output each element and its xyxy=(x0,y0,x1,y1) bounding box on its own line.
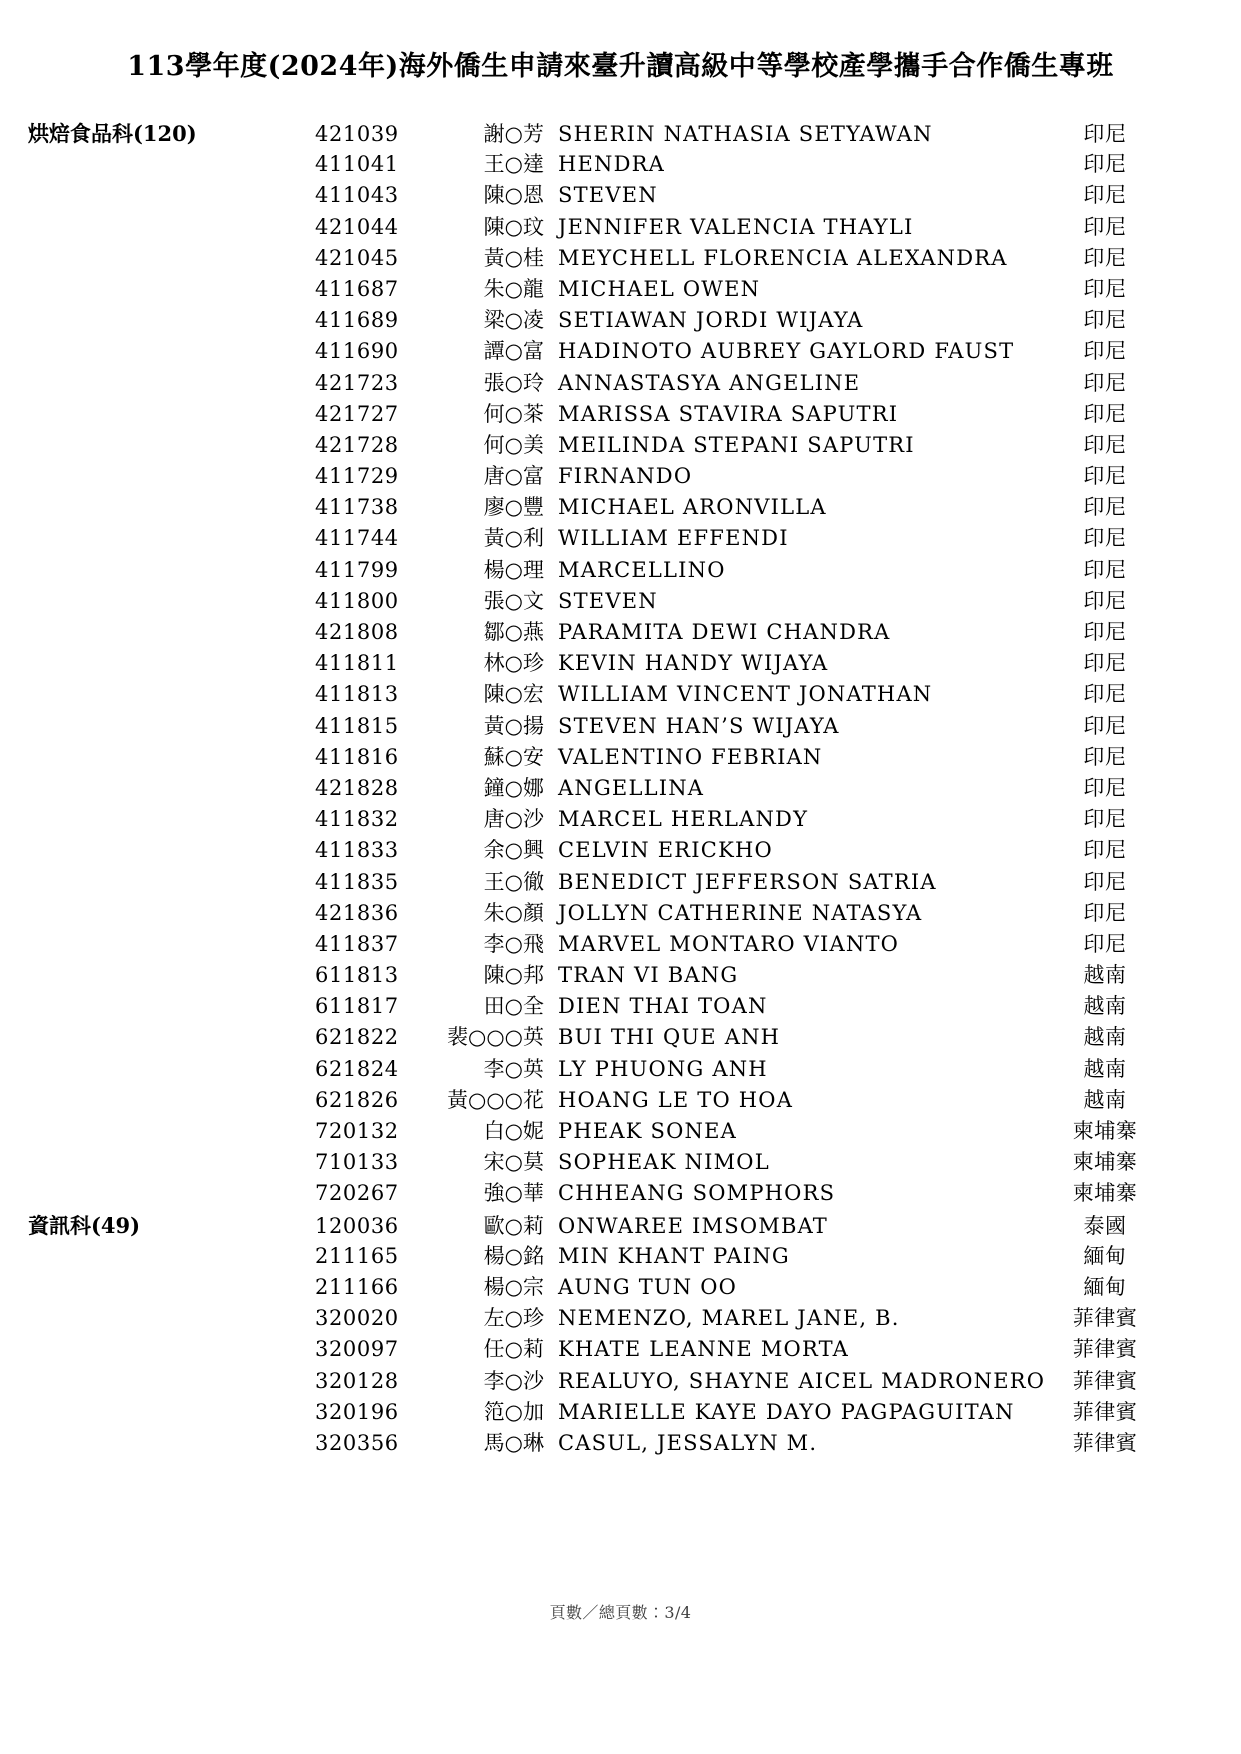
country-label: 印尼 xyxy=(1083,214,1127,239)
masked-chinese-name: 李○英 xyxy=(483,1056,544,1081)
table-row xyxy=(0,1241,1241,1272)
masked-chinese-name: 朱○顏 xyxy=(483,900,544,925)
applicant-id: 421828 xyxy=(315,775,399,800)
applicant-id: 411815 xyxy=(315,713,399,738)
masked-chinese-name: 陳○恩 xyxy=(483,183,544,208)
masked-chinese-name: 裴○○○英 xyxy=(447,1025,544,1050)
category-label: 資訊科(49) xyxy=(28,1212,141,1238)
table-row xyxy=(0,742,1241,773)
applicant-id: 421045 xyxy=(315,245,399,270)
applicant-id: 411689 xyxy=(315,308,399,333)
table-row xyxy=(0,804,1241,835)
masked-chinese-name: 梁○凌 xyxy=(483,308,544,333)
country-label: 印尼 xyxy=(1083,245,1127,270)
country-label: 印尼 xyxy=(1083,401,1127,426)
masked-chinese-name: 李○飛 xyxy=(483,931,544,956)
country-label: 印尼 xyxy=(1083,869,1127,894)
table-row xyxy=(0,461,1241,492)
masked-chinese-name: 左○珍 xyxy=(483,1306,544,1331)
country-label: 印尼 xyxy=(1083,122,1127,146)
country-label: 印尼 xyxy=(1083,588,1127,613)
masked-chinese-name: 林○珍 xyxy=(483,651,544,676)
romanised-name: HENDRA xyxy=(558,152,666,177)
applicant-id: 421836 xyxy=(315,900,399,925)
romanised-name: STEVEN HAN’S WIJAYA xyxy=(558,713,840,738)
applicant-id: 621826 xyxy=(315,1087,399,1112)
country-label: 越南 xyxy=(1083,1087,1127,1112)
masked-chinese-name: 鐘○娜 xyxy=(483,775,544,800)
country-label: 印尼 xyxy=(1083,651,1127,676)
table-row xyxy=(0,929,1241,960)
romanised-name: MEILINDA STEPANI SAPUTRI xyxy=(558,432,915,457)
masked-chinese-name: 宋○莫 xyxy=(483,1150,544,1175)
romanised-name: PARAMITA DEWI CHANDRA xyxy=(558,620,891,644)
table-row xyxy=(0,773,1241,804)
masked-chinese-name: 廖○豐 xyxy=(483,495,544,520)
romanised-name: CELVIN ERICKHO xyxy=(558,838,773,863)
romanised-name: FIRNANDO xyxy=(558,464,693,489)
country-label: 菲律賓 xyxy=(1072,1399,1138,1424)
country-label: 印尼 xyxy=(1083,370,1127,395)
masked-chinese-name: 謝○芳 xyxy=(483,122,544,146)
country-label: 緬甸 xyxy=(1083,1274,1127,1299)
country-label: 菲律賓 xyxy=(1072,1337,1138,1362)
masked-chinese-name: 鄒○燕 xyxy=(483,620,544,644)
table-row xyxy=(0,368,1241,399)
country-label: 印尼 xyxy=(1083,432,1127,457)
romanised-name: STEVEN xyxy=(558,183,658,208)
masked-chinese-name: 張○文 xyxy=(483,588,544,613)
applicant-id: 411837 xyxy=(315,931,399,956)
table-row xyxy=(0,1116,1241,1147)
country-label: 緬甸 xyxy=(1083,1243,1127,1268)
romanised-name: SETIAWAN JORDI WIJAYA xyxy=(558,308,864,333)
romanised-name: JENNIFER VALENCIA THAYLI xyxy=(558,214,914,239)
table-row xyxy=(0,1272,1241,1303)
romanised-name: MIN KHANT PAING xyxy=(558,1243,790,1268)
applicant-id: 411800 xyxy=(315,588,399,613)
romanised-name: MARCELLINO xyxy=(558,557,726,582)
romanised-name: PHEAK SONEA xyxy=(558,1119,737,1143)
masked-chinese-name: 陳○玟 xyxy=(483,214,544,239)
masked-chinese-name: 黃○桂 xyxy=(483,245,544,270)
romanised-name: WILLIAM EFFENDI xyxy=(558,526,789,551)
country-label: 印尼 xyxy=(1083,339,1127,364)
romanised-name: BENEDICT JEFFERSON SATRIA xyxy=(558,869,937,894)
country-label: 印尼 xyxy=(1083,495,1127,520)
applicant-id: 411744 xyxy=(315,526,399,551)
country-label: 印尼 xyxy=(1083,183,1127,208)
country-label: 柬埔寨 xyxy=(1072,1181,1138,1206)
masked-chinese-name: 楊○宗 xyxy=(483,1274,544,1299)
applicant-id: 411816 xyxy=(315,744,399,769)
table-row xyxy=(0,523,1241,554)
table-row xyxy=(0,867,1241,898)
page-number-footer: 頁數／總頁數：3/4 xyxy=(549,1603,692,1622)
country-label: 越南 xyxy=(1083,1056,1127,1081)
romanised-name: ANNASTASYA ANGELINE xyxy=(558,370,861,395)
masked-chinese-name: 馬○琳 xyxy=(483,1430,544,1455)
country-label: 菲律賓 xyxy=(1072,1306,1138,1331)
masked-chinese-name: 黃○○○花 xyxy=(447,1087,544,1112)
applicant-id: 320020 xyxy=(315,1306,399,1331)
masked-chinese-name: 楊○銘 xyxy=(483,1243,544,1268)
table-row xyxy=(0,1397,1241,1428)
romanised-name: ANGELLINA xyxy=(558,775,705,800)
romanised-name: MARISSA STAVIRA SAPUTRI xyxy=(558,401,899,426)
applicant-id: 411041 xyxy=(315,152,399,177)
applicant-id: 710133 xyxy=(315,1150,399,1175)
table-row xyxy=(0,492,1241,523)
table-row xyxy=(0,711,1241,742)
applicant-id: 211165 xyxy=(315,1243,399,1268)
romanised-name: JOLLYN CATHERINE NATASYA xyxy=(558,900,923,925)
romanised-name: MARVEL MONTARO VIANTO xyxy=(558,931,900,956)
table-row xyxy=(0,118,1241,149)
country-label: 柬埔寨 xyxy=(1072,1150,1138,1175)
country-label: 印尼 xyxy=(1083,838,1127,863)
masked-chinese-name: 唐○富 xyxy=(483,464,544,489)
romanised-name: REALUYO, SHAYNE AICEL MADRONERO xyxy=(558,1368,1046,1393)
table-row xyxy=(0,1178,1241,1209)
romanised-name: MICHAEL OWEN xyxy=(558,276,761,301)
page-title: 113學年度(2024年)海外僑生申請來臺升讀高級中等學校產學攜手合作僑生專班 xyxy=(127,51,1114,82)
masked-chinese-name: 強○華 xyxy=(483,1181,544,1206)
country-label: 印尼 xyxy=(1083,308,1127,333)
romanised-name: HADINOTO AUBREY GAYLORD FAUST xyxy=(558,339,1015,364)
romanised-name: NEMENZO, MAREL JANE, B. xyxy=(558,1306,900,1331)
romanised-name: STEVEN xyxy=(558,588,658,613)
table-row xyxy=(0,1366,1241,1397)
romanised-name: VALENTINO FEBRIAN xyxy=(558,744,823,769)
table-row xyxy=(0,835,1241,866)
masked-chinese-name: 笵○加 xyxy=(483,1399,544,1424)
masked-chinese-name: 黃○揚 xyxy=(483,713,544,738)
masked-chinese-name: 蘇○安 xyxy=(483,744,544,769)
country-label: 印尼 xyxy=(1083,526,1127,551)
romanised-name: AUNG TUN OO xyxy=(558,1274,738,1299)
country-label: 越南 xyxy=(1083,1025,1127,1050)
romanised-name: BUI THI QUE ANH xyxy=(558,1025,781,1050)
table-row xyxy=(0,991,1241,1022)
table-row xyxy=(0,1054,1241,1085)
applicant-id: 411835 xyxy=(315,869,399,894)
romanised-name: SOPHEAK NIMOL xyxy=(558,1150,770,1175)
applicant-id: 211166 xyxy=(315,1274,399,1299)
table-row xyxy=(0,1147,1241,1178)
table-row xyxy=(0,960,1241,991)
table-row xyxy=(0,679,1241,710)
country-label: 印尼 xyxy=(1083,276,1127,301)
masked-chinese-name: 任○莉 xyxy=(483,1337,544,1362)
country-label: 印尼 xyxy=(1083,682,1127,707)
country-label: 印尼 xyxy=(1083,807,1127,832)
romanised-name: SHERIN NATHASIA SETYAWAN xyxy=(558,122,933,146)
romanised-name: WILLIAM VINCENT JONATHAN xyxy=(558,682,933,707)
country-label: 印尼 xyxy=(1083,713,1127,738)
table-row xyxy=(0,430,1241,461)
applicant-id: 421039 xyxy=(315,122,399,146)
table-row xyxy=(0,305,1241,336)
country-label: 泰國 xyxy=(1083,1213,1127,1238)
table-row xyxy=(0,1428,1241,1459)
masked-chinese-name: 何○美 xyxy=(483,432,544,457)
applicant-id: 411690 xyxy=(315,339,399,364)
masked-chinese-name: 王○徹 xyxy=(483,869,544,894)
table-row xyxy=(0,617,1241,648)
table-row xyxy=(0,399,1241,430)
applicant-id: 421727 xyxy=(315,401,399,426)
table-row xyxy=(0,586,1241,617)
country-label: 印尼 xyxy=(1083,900,1127,925)
applicant-id: 411043 xyxy=(315,183,399,208)
applicant-roster-table xyxy=(0,118,1241,1459)
masked-chinese-name: 王○達 xyxy=(483,152,544,177)
applicant-id: 411687 xyxy=(315,276,399,301)
romanised-name: MEYCHELL FLORENCIA ALEXANDRA xyxy=(558,245,1008,270)
applicant-id: 320128 xyxy=(315,1368,399,1393)
applicant-id: 621822 xyxy=(315,1025,399,1050)
country-label: 印尼 xyxy=(1083,931,1127,956)
masked-chinese-name: 李○沙 xyxy=(483,1368,544,1393)
table-row xyxy=(0,1303,1241,1334)
applicant-id: 320356 xyxy=(315,1430,399,1455)
table-row xyxy=(0,898,1241,929)
country-label: 印尼 xyxy=(1083,464,1127,489)
masked-chinese-name: 歐○莉 xyxy=(483,1213,544,1238)
romanised-name: LY PHUONG ANH xyxy=(558,1056,768,1081)
masked-chinese-name: 楊○理 xyxy=(483,557,544,582)
romanised-name: MARIELLE KAYE DAYO PAGPAGUITAN xyxy=(558,1399,1015,1424)
country-label: 印尼 xyxy=(1083,557,1127,582)
masked-chinese-name: 何○茶 xyxy=(483,401,544,426)
applicant-id: 120036 xyxy=(315,1213,399,1238)
masked-chinese-name: 張○玲 xyxy=(483,370,544,395)
table-row xyxy=(0,212,1241,243)
romanised-name: MICHAEL ARONVILLA xyxy=(558,495,827,520)
romanised-name: HOANG LE TO HOA xyxy=(558,1087,794,1112)
masked-chinese-name: 余○興 xyxy=(483,838,544,863)
table-row xyxy=(0,180,1241,211)
masked-chinese-name: 唐○沙 xyxy=(483,807,544,832)
masked-chinese-name: 陳○宏 xyxy=(483,682,544,707)
table-row xyxy=(0,555,1241,586)
applicant-id: 411833 xyxy=(315,838,399,863)
applicant-id: 720267 xyxy=(315,1181,399,1206)
applicant-id: 421808 xyxy=(315,620,399,644)
masked-chinese-name: 黃○利 xyxy=(483,526,544,551)
applicant-id: 621824 xyxy=(315,1056,399,1081)
country-label: 菲律賓 xyxy=(1072,1368,1138,1393)
masked-chinese-name: 朱○龍 xyxy=(483,276,544,301)
table-row xyxy=(0,1022,1241,1053)
applicant-id: 720132 xyxy=(315,1119,399,1143)
masked-chinese-name: 白○妮 xyxy=(483,1119,544,1143)
romanised-name: CASUL, JESSALYN M. xyxy=(558,1430,818,1455)
applicant-id: 411811 xyxy=(315,651,399,676)
applicant-id: 411738 xyxy=(315,495,399,520)
romanised-name: MARCEL HERLANDY xyxy=(558,807,809,832)
table-row xyxy=(0,1334,1241,1365)
applicant-id: 411832 xyxy=(315,807,399,832)
applicant-id: 421723 xyxy=(315,370,399,395)
romanised-name: DIEN THAI TOAN xyxy=(558,994,768,1019)
applicant-id: 320196 xyxy=(315,1399,399,1424)
applicant-id: 411729 xyxy=(315,464,399,489)
applicant-id: 411799 xyxy=(315,557,399,582)
table-row xyxy=(0,274,1241,305)
masked-chinese-name: 譚○富 xyxy=(483,339,544,364)
applicant-id: 421728 xyxy=(315,432,399,457)
romanised-name: TRAN VI BANG xyxy=(558,963,739,988)
country-label: 印尼 xyxy=(1083,152,1127,177)
country-label: 越南 xyxy=(1083,994,1127,1019)
country-label: 印尼 xyxy=(1083,620,1127,644)
applicant-id: 611817 xyxy=(315,994,399,1019)
applicant-id: 320097 xyxy=(315,1337,399,1362)
category-label: 烘焙食品科(120) xyxy=(28,121,197,146)
table-row xyxy=(0,243,1241,274)
country-label: 印尼 xyxy=(1083,775,1127,800)
applicant-id: 411813 xyxy=(315,682,399,707)
masked-chinese-name: 陳○邦 xyxy=(483,963,544,988)
romanised-name: KEVIN HANDY WIJAYA xyxy=(558,651,829,676)
country-label: 印尼 xyxy=(1083,744,1127,769)
table-row xyxy=(0,1210,1241,1241)
romanised-name: KHATE LEANNE MORTA xyxy=(558,1337,850,1362)
table-row xyxy=(0,1085,1241,1116)
table-row xyxy=(0,648,1241,679)
applicant-id: 421044 xyxy=(315,214,399,239)
table-row xyxy=(0,149,1241,180)
country-label: 越南 xyxy=(1083,963,1127,988)
applicant-id: 611813 xyxy=(315,963,399,988)
masked-chinese-name: 田○全 xyxy=(483,994,544,1019)
romanised-name: ONWAREE IMSOMBAT xyxy=(558,1213,829,1238)
country-label: 柬埔寨 xyxy=(1072,1119,1138,1143)
romanised-name: CHHEANG SOMPHORS xyxy=(558,1181,836,1206)
country-label: 菲律賓 xyxy=(1072,1430,1138,1455)
table-row xyxy=(0,336,1241,367)
